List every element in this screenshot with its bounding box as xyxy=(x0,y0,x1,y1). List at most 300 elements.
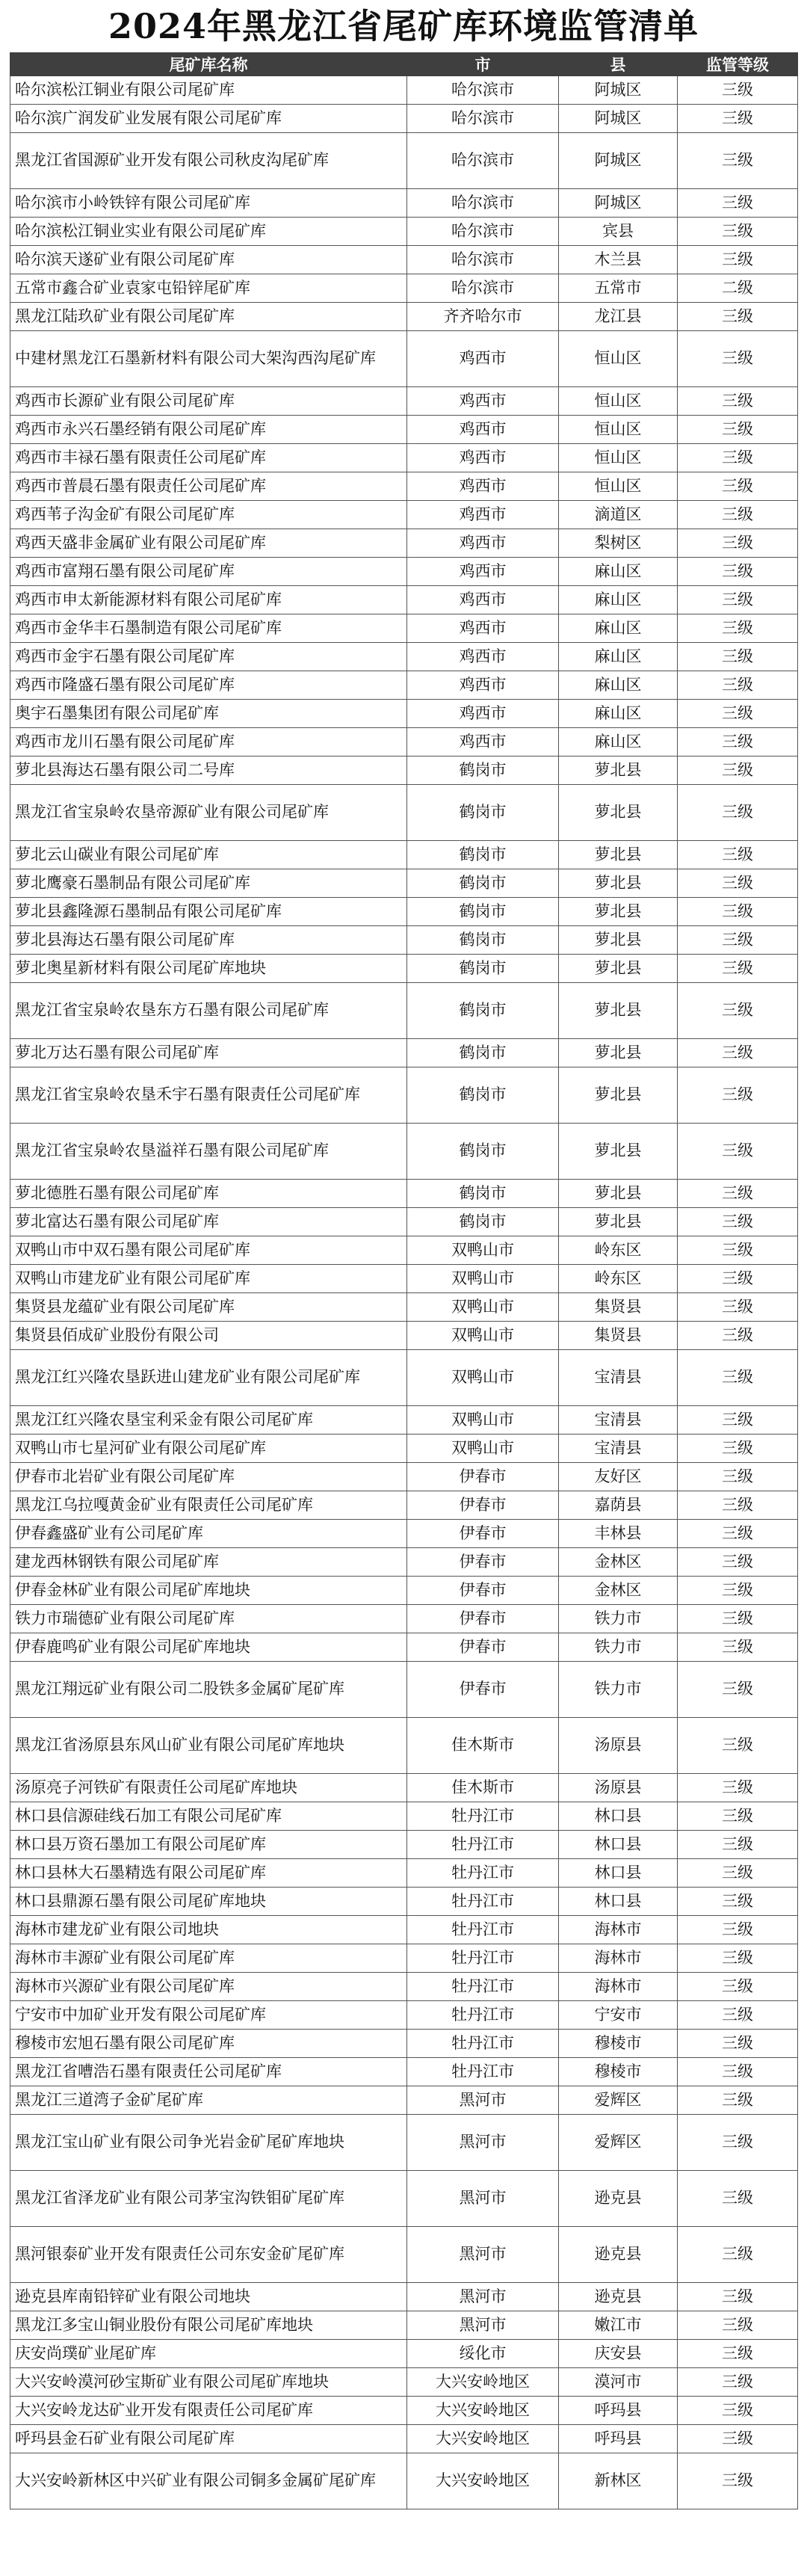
cell-city: 大兴安岭地区 xyxy=(407,2425,559,2453)
cell-city: 鹤岗市 xyxy=(407,1039,559,1067)
cell-city: 鹤岗市 xyxy=(407,1067,559,1124)
cell-level: 三级 xyxy=(678,331,798,387)
cell-name: 黑龙江省汤原县东风山矿业有限公司尾矿库地块 xyxy=(10,1718,407,1774)
table-row xyxy=(10,728,798,757)
cell-level: 三级 xyxy=(678,1973,798,2001)
cell-city: 牡丹江市 xyxy=(407,1859,559,1888)
cell-county: 阿城区 xyxy=(559,133,678,189)
cell-name: 双鸭山市中双石墨有限公司尾矿库 xyxy=(10,1236,407,1265)
table-row xyxy=(10,558,798,586)
cell-county: 穆棱市 xyxy=(559,2058,678,2086)
cell-name: 哈尔滨广润发矿业发展有限公司尾矿库 xyxy=(10,105,407,133)
cell-city: 哈尔滨市 xyxy=(407,189,559,218)
cell-level: 三级 xyxy=(678,700,798,728)
cell-name: 汤原亮子河铁矿有限责任公司尾矿库地块 xyxy=(10,1774,407,1802)
cell-level: 三级 xyxy=(678,1350,798,1406)
cell-county: 宝清县 xyxy=(559,1435,678,1463)
cell-county: 恒山区 xyxy=(559,331,678,387)
cell-level: 三级 xyxy=(678,1039,798,1067)
cell-city: 鹤岗市 xyxy=(407,841,559,869)
cell-county: 海林市 xyxy=(559,1916,678,1944)
table-row xyxy=(10,1577,798,1605)
cell-name: 哈尔滨市小岭铁锌有限公司尾矿库 xyxy=(10,189,407,218)
table-row xyxy=(10,1350,798,1406)
cell-county: 宝清县 xyxy=(559,1406,678,1435)
cell-city: 鹤岗市 xyxy=(407,926,559,955)
cell-name: 宁安市中加矿业开发有限公司尾矿库 xyxy=(10,2001,407,2030)
cell-level: 三级 xyxy=(678,757,798,785)
cell-level: 三级 xyxy=(678,558,798,586)
table-row xyxy=(10,76,798,105)
page-title: 2024年黑龙江省尾矿库环境监管清单 xyxy=(108,6,699,46)
cell-city: 鹤岗市 xyxy=(407,1180,559,1208)
cell-county: 恒山区 xyxy=(559,472,678,501)
cell-level: 三级 xyxy=(678,2086,798,2115)
cell-name: 萝北云山碳业有限公司尾矿库 xyxy=(10,841,407,869)
table-row xyxy=(10,2368,798,2397)
table-row xyxy=(10,1406,798,1435)
cell-county: 阿城区 xyxy=(559,189,678,218)
table-row xyxy=(10,274,798,303)
cell-city: 齐齐哈尔市 xyxy=(407,303,559,331)
cell-city: 鸡西市 xyxy=(407,728,559,757)
cell-name: 鸡西天盛非金属矿业有限公司尾矿库 xyxy=(10,529,407,558)
cell-county: 金林区 xyxy=(559,1548,678,1577)
cell-name: 鸡西市普晨石墨有限责任公司尾矿库 xyxy=(10,472,407,501)
cell-level: 三级 xyxy=(678,1208,798,1236)
cell-city: 双鸭山市 xyxy=(407,1435,559,1463)
cell-city: 哈尔滨市 xyxy=(407,133,559,189)
table-row xyxy=(10,303,798,331)
cell-county: 友好区 xyxy=(559,1463,678,1491)
cell-name: 双鸭山市建龙矿业有限公司尾矿库 xyxy=(10,1265,407,1293)
cell-name: 集贤县佰成矿业股份有限公司 xyxy=(10,1322,407,1350)
cell-level: 三级 xyxy=(678,246,798,274)
cell-city: 鸡西市 xyxy=(407,529,559,558)
cell-city: 鸡西市 xyxy=(407,387,559,416)
table-row xyxy=(10,869,798,898)
cell-name: 伊春金林矿业有限公司尾矿库地块 xyxy=(10,1577,407,1605)
cell-level: 三级 xyxy=(678,218,798,246)
cell-name: 鸡西市永兴石墨经销有限公司尾矿库 xyxy=(10,416,407,444)
cell-level: 三级 xyxy=(678,1180,798,1208)
cell-city: 双鸭山市 xyxy=(407,1265,559,1293)
table-row xyxy=(10,1774,798,1802)
cell-city: 双鸭山市 xyxy=(407,1350,559,1406)
table-row xyxy=(10,1973,798,2001)
cell-name: 鸡西市申太新能源材料有限公司尾矿库 xyxy=(10,586,407,614)
column-header-county: 县 xyxy=(559,53,678,76)
table-row xyxy=(10,1491,798,1520)
cell-name: 呼玛县金石矿业有限公司尾矿库 xyxy=(10,2425,407,2453)
cell-level: 三级 xyxy=(678,133,798,189)
cell-level: 三级 xyxy=(678,1944,798,1973)
cell-level: 三级 xyxy=(678,2227,798,2283)
cell-city: 伊春市 xyxy=(407,1577,559,1605)
cell-county: 麻山区 xyxy=(559,558,678,586)
cell-city: 佳木斯市 xyxy=(407,1774,559,1802)
table-body xyxy=(10,76,798,2509)
table-row xyxy=(10,416,798,444)
cell-level: 三级 xyxy=(678,1802,798,1831)
table-row xyxy=(10,387,798,416)
cell-city: 双鸭山市 xyxy=(407,1236,559,1265)
cell-city: 黑河市 xyxy=(407,2227,559,2283)
cell-city: 黑河市 xyxy=(407,2283,559,2311)
column-header-city: 市 xyxy=(407,53,559,76)
cell-county: 集贤县 xyxy=(559,1322,678,1350)
cell-level: 三级 xyxy=(678,1265,798,1293)
table-row xyxy=(10,1463,798,1491)
table-row xyxy=(10,1916,798,1944)
cell-level: 三级 xyxy=(678,728,798,757)
cell-name: 双鸭山市七星河矿业有限公司尾矿库 xyxy=(10,1435,407,1463)
cell-name: 伊春鑫盛矿业有公司尾矿库 xyxy=(10,1520,407,1548)
cell-county: 逊克县 xyxy=(559,2171,678,2227)
cell-name: 黑龙江省国源矿业开发有限公司秋皮沟尾矿库 xyxy=(10,133,407,189)
cell-name: 逊克县库南铅锌矿业有限公司地块 xyxy=(10,2283,407,2311)
tailings-list-table xyxy=(10,52,798,2509)
header-row xyxy=(10,53,798,76)
table-row xyxy=(10,2397,798,2425)
table-row xyxy=(10,2453,798,2509)
table-row xyxy=(10,1831,798,1859)
table-row xyxy=(10,1520,798,1548)
cell-name: 五常市鑫合矿业袁家屯铅锌尾矿库 xyxy=(10,274,407,303)
cell-city: 鹤岗市 xyxy=(407,757,559,785)
table-row xyxy=(10,1124,798,1180)
table-row xyxy=(10,2171,798,2227)
cell-level: 三级 xyxy=(678,105,798,133)
table-row xyxy=(10,2283,798,2311)
cell-name: 萝北县鑫隆源石墨制品有限公司尾矿库 xyxy=(10,898,407,926)
cell-county: 海林市 xyxy=(559,1973,678,2001)
cell-city: 双鸭山市 xyxy=(407,1406,559,1435)
table-row xyxy=(10,1067,798,1124)
cell-city: 哈尔滨市 xyxy=(407,246,559,274)
table-row xyxy=(10,246,798,274)
cell-level: 三级 xyxy=(678,2115,798,2171)
table-row xyxy=(10,671,798,700)
cell-city: 鸡西市 xyxy=(407,472,559,501)
table-row xyxy=(10,1236,798,1265)
cell-county: 漠河市 xyxy=(559,2368,678,2397)
cell-name: 中建材黑龙江石墨新材料有限公司大架沟西沟尾矿库 xyxy=(10,331,407,387)
cell-city: 伊春市 xyxy=(407,1520,559,1548)
cell-name: 黑龙江省宝泉岭农垦溢祥石墨有限公司尾矿库 xyxy=(10,1124,407,1180)
cell-level: 三级 xyxy=(678,529,798,558)
cell-name: 林口县信源硅线石加工有限公司尾矿库 xyxy=(10,1802,407,1831)
cell-name: 黑龙江省宝泉岭农垦帝源矿业有限公司尾矿库 xyxy=(10,785,407,841)
cell-county: 嫩江市 xyxy=(559,2311,678,2340)
table-row xyxy=(10,1322,798,1350)
cell-city: 大兴安岭地区 xyxy=(407,2397,559,2425)
cell-level: 三级 xyxy=(678,2283,798,2311)
cell-city: 哈尔滨市 xyxy=(407,105,559,133)
table-row xyxy=(10,586,798,614)
table-row xyxy=(10,444,798,472)
cell-level: 三级 xyxy=(678,2058,798,2086)
cell-level: 三级 xyxy=(678,1662,798,1718)
cell-level: 三级 xyxy=(678,1577,798,1605)
cell-level: 三级 xyxy=(678,2397,798,2425)
table-row xyxy=(10,1039,798,1067)
cell-level: 三级 xyxy=(678,1888,798,1916)
cell-name: 大兴安岭龙达矿业开发有限责任公司尾矿库 xyxy=(10,2397,407,2425)
cell-county: 恒山区 xyxy=(559,416,678,444)
cell-name: 黑龙江翔远矿业有限公司二股铁多金属矿尾矿库 xyxy=(10,1662,407,1718)
column-header-level: 监管等级 xyxy=(678,53,798,76)
table-row xyxy=(10,1888,798,1916)
cell-name: 海林市丰源矿业有限公司尾矿库 xyxy=(10,1944,407,1973)
cell-level: 三级 xyxy=(678,1463,798,1491)
cell-county: 嘉荫县 xyxy=(559,1491,678,1520)
table-row xyxy=(10,218,798,246)
cell-name: 鸡西市金华丰石墨制造有限公司尾矿库 xyxy=(10,614,407,643)
cell-level: 三级 xyxy=(678,869,798,898)
cell-level: 三级 xyxy=(678,1605,798,1633)
table-row xyxy=(10,1293,798,1322)
cell-level: 三级 xyxy=(678,1718,798,1774)
cell-city: 牡丹江市 xyxy=(407,1944,559,1973)
cell-level: 三级 xyxy=(678,76,798,105)
cell-level: 三级 xyxy=(678,841,798,869)
table-row xyxy=(10,1662,798,1718)
cell-city: 牡丹江市 xyxy=(407,2001,559,2030)
cell-city: 哈尔滨市 xyxy=(407,274,559,303)
cell-level: 三级 xyxy=(678,472,798,501)
cell-county: 呼玛县 xyxy=(559,2425,678,2453)
table-row xyxy=(10,926,798,955)
table-row xyxy=(10,1208,798,1236)
cell-county: 丰林县 xyxy=(559,1520,678,1548)
cell-level: 三级 xyxy=(678,387,798,416)
cell-city: 伊春市 xyxy=(407,1463,559,1491)
cell-city: 牡丹江市 xyxy=(407,2058,559,2086)
cell-name: 萝北奥星新材料有限公司尾矿库地块 xyxy=(10,955,407,983)
cell-level: 三级 xyxy=(678,1322,798,1350)
cell-city: 牡丹江市 xyxy=(407,1973,559,2001)
cell-level: 三级 xyxy=(678,416,798,444)
cell-county: 萝北县 xyxy=(559,926,678,955)
cell-level: 三级 xyxy=(678,1916,798,1944)
cell-level: 三级 xyxy=(678,2171,798,2227)
cell-county: 萝北县 xyxy=(559,785,678,841)
cell-city: 双鸭山市 xyxy=(407,1293,559,1322)
cell-county: 穆棱市 xyxy=(559,2030,678,2058)
cell-county: 萝北县 xyxy=(559,869,678,898)
cell-level: 三级 xyxy=(678,1435,798,1463)
cell-name: 黑龙江乌拉嘎黄金矿业有限责任公司尾矿库 xyxy=(10,1491,407,1520)
cell-name: 黑龙江省泽龙矿业有限公司茅宝沟铁钼矿尾矿库 xyxy=(10,2171,407,2227)
cell-county: 萝北县 xyxy=(559,955,678,983)
cell-name: 鸡西市金宇石墨有限公司尾矿库 xyxy=(10,643,407,671)
cell-name: 伊春市北岩矿业有限公司尾矿库 xyxy=(10,1463,407,1491)
table-row xyxy=(10,700,798,728)
cell-level: 三级 xyxy=(678,1067,798,1124)
table-row xyxy=(10,1435,798,1463)
cell-city: 鸡西市 xyxy=(407,501,559,529)
cell-level: 三级 xyxy=(678,671,798,700)
cell-level: 三级 xyxy=(678,1491,798,1520)
cell-level: 三级 xyxy=(678,785,798,841)
table-row xyxy=(10,614,798,643)
cell-name: 黑龙江红兴隆农垦跃进山建龙矿业有限公司尾矿库 xyxy=(10,1350,407,1406)
table-header xyxy=(10,53,798,76)
cell-name: 鸡西市龙川石墨有限公司尾矿库 xyxy=(10,728,407,757)
cell-city: 哈尔滨市 xyxy=(407,218,559,246)
cell-level: 三级 xyxy=(678,614,798,643)
cell-county: 萝北县 xyxy=(559,1067,678,1124)
cell-name: 哈尔滨松江铜业实业有限公司尾矿库 xyxy=(10,218,407,246)
cell-name: 集贤县龙蕴矿业有限公司尾矿库 xyxy=(10,1293,407,1322)
cell-city: 鸡西市 xyxy=(407,586,559,614)
cell-city: 黑河市 xyxy=(407,2115,559,2171)
cell-city: 双鸭山市 xyxy=(407,1322,559,1350)
cell-level: 三级 xyxy=(678,1633,798,1662)
cell-city: 绥化市 xyxy=(407,2340,559,2368)
cell-county: 萝北县 xyxy=(559,898,678,926)
cell-county: 汤原县 xyxy=(559,1718,678,1774)
cell-name: 奥宇石墨集团有限公司尾矿库 xyxy=(10,700,407,728)
table-row xyxy=(10,2311,798,2340)
cell-city: 鹤岗市 xyxy=(407,983,559,1039)
cell-city: 伊春市 xyxy=(407,1548,559,1577)
cell-county: 庆安县 xyxy=(559,2340,678,2368)
cell-county: 阿城区 xyxy=(559,105,678,133)
table-row xyxy=(10,331,798,387)
cell-county: 麻山区 xyxy=(559,586,678,614)
cell-county: 宁安市 xyxy=(559,2001,678,2030)
cell-level: 三级 xyxy=(678,983,798,1039)
cell-level: 三级 xyxy=(678,2425,798,2453)
cell-city: 牡丹江市 xyxy=(407,1888,559,1916)
table-row xyxy=(10,841,798,869)
table-row xyxy=(10,2115,798,2171)
cell-city: 鸡西市 xyxy=(407,700,559,728)
cell-county: 萝北县 xyxy=(559,757,678,785)
cell-county: 岭东区 xyxy=(559,1265,678,1293)
cell-level: 三级 xyxy=(678,2030,798,2058)
table-row xyxy=(10,643,798,671)
cell-level: 三级 xyxy=(678,586,798,614)
cell-name: 萝北县海达石墨有限公司二号库 xyxy=(10,757,407,785)
cell-level: 三级 xyxy=(678,1124,798,1180)
cell-city: 鸡西市 xyxy=(407,614,559,643)
cell-name: 庆安尚璞矿业尾矿库 xyxy=(10,2340,407,2368)
table-row xyxy=(10,1802,798,1831)
table-row xyxy=(10,105,798,133)
cell-level: 三级 xyxy=(678,189,798,218)
cell-county: 萝北县 xyxy=(559,983,678,1039)
cell-county: 萝北县 xyxy=(559,1039,678,1067)
table-row xyxy=(10,757,798,785)
cell-level: 三级 xyxy=(678,1859,798,1888)
cell-level: 三级 xyxy=(678,1831,798,1859)
cell-city: 牡丹江市 xyxy=(407,1802,559,1831)
cell-county: 金林区 xyxy=(559,1577,678,1605)
cell-county: 木兰县 xyxy=(559,246,678,274)
cell-city: 哈尔滨市 xyxy=(407,76,559,105)
cell-level: 三级 xyxy=(678,2453,798,2509)
cell-level: 三级 xyxy=(678,926,798,955)
table-row xyxy=(10,189,798,218)
cell-level: 三级 xyxy=(678,955,798,983)
cell-level: 三级 xyxy=(678,444,798,472)
cell-county: 滴道区 xyxy=(559,501,678,529)
cell-county: 呼玛县 xyxy=(559,2397,678,2425)
table-row xyxy=(10,2058,798,2086)
cell-name: 鸡西市长源矿业有限公司尾矿库 xyxy=(10,387,407,416)
cell-county: 岭东区 xyxy=(559,1236,678,1265)
cell-name: 林口县万资石墨加工有限公司尾矿库 xyxy=(10,1831,407,1859)
cell-level: 三级 xyxy=(678,643,798,671)
cell-county: 麻山区 xyxy=(559,671,678,700)
cell-county: 麻山区 xyxy=(559,643,678,671)
cell-county: 梨树区 xyxy=(559,529,678,558)
cell-county: 宾县 xyxy=(559,218,678,246)
cell-city: 鹤岗市 xyxy=(407,1208,559,1236)
cell-county: 麻山区 xyxy=(559,614,678,643)
cell-level: 三级 xyxy=(678,303,798,331)
cell-city: 牡丹江市 xyxy=(407,2030,559,2058)
cell-city: 鹤岗市 xyxy=(407,898,559,926)
cell-city: 牡丹江市 xyxy=(407,1831,559,1859)
cell-city: 黑河市 xyxy=(407,2171,559,2227)
cell-level: 三级 xyxy=(678,2001,798,2030)
cell-name: 哈尔滨松江铜业有限公司尾矿库 xyxy=(10,76,407,105)
cell-county: 龙江县 xyxy=(559,303,678,331)
cell-city: 鹤岗市 xyxy=(407,955,559,983)
table-row xyxy=(10,1605,798,1633)
cell-name: 黑龙江多宝山铜业股份有限公司尾矿库地块 xyxy=(10,2311,407,2340)
cell-county: 爱辉区 xyxy=(559,2115,678,2171)
cell-county: 恒山区 xyxy=(559,387,678,416)
table-row xyxy=(10,1633,798,1662)
table-row xyxy=(10,1548,798,1577)
table-row xyxy=(10,898,798,926)
table-row xyxy=(10,133,798,189)
cell-name: 萝北德胜石墨有限公司尾矿库 xyxy=(10,1180,407,1208)
cell-county: 海林市 xyxy=(559,1944,678,1973)
cell-level: 三级 xyxy=(678,1520,798,1548)
table-row xyxy=(10,2227,798,2283)
cell-county: 恒山区 xyxy=(559,444,678,472)
cell-name: 黑龙江省宝泉岭农垦禾宇石墨有限责任公司尾矿库 xyxy=(10,1067,407,1124)
cell-city: 佳木斯市 xyxy=(407,1718,559,1774)
cell-county: 逊克县 xyxy=(559,2227,678,2283)
cell-level: 三级 xyxy=(678,501,798,529)
cell-name: 萝北鹰豪石墨制品有限公司尾矿库 xyxy=(10,869,407,898)
cell-city: 黑河市 xyxy=(407,2086,559,2115)
table-row xyxy=(10,529,798,558)
cell-name: 黑龙江省嘈浩石墨有限责任公司尾矿库 xyxy=(10,2058,407,2086)
cell-name: 大兴安岭新林区中兴矿业有限公司铜多金属矿尾矿库 xyxy=(10,2453,407,2509)
cell-name: 萝北县海达石墨有限公司尾矿库 xyxy=(10,926,407,955)
cell-city: 鸡西市 xyxy=(407,558,559,586)
cell-name: 黑龙江红兴隆农垦宝利采金有限公司尾矿库 xyxy=(10,1406,407,1435)
cell-county: 萝北县 xyxy=(559,841,678,869)
cell-county: 铁力市 xyxy=(559,1605,678,1633)
cell-name: 鸡西苇子沟金矿有限公司尾矿库 xyxy=(10,501,407,529)
cell-level: 三级 xyxy=(678,2311,798,2340)
cell-name: 萝北万达石墨有限公司尾矿库 xyxy=(10,1039,407,1067)
cell-county: 汤原县 xyxy=(559,1774,678,1802)
cell-county: 铁力市 xyxy=(559,1662,678,1718)
table-row xyxy=(10,2001,798,2030)
table-row xyxy=(10,501,798,529)
cell-name: 大兴安岭漠河砂宝斯矿业有限公司尾矿库地块 xyxy=(10,2368,407,2397)
